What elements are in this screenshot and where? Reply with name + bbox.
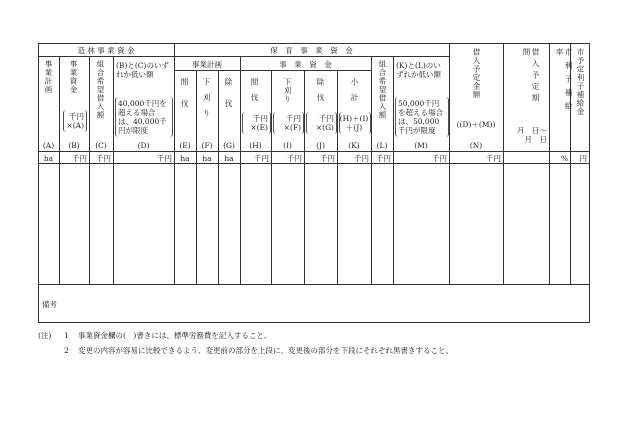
col-b-sub: 千円 ×(A)	[66, 112, 84, 130]
col-h-sub: 千円 ×(E)	[250, 114, 268, 132]
col-e-label: 間伐	[180, 78, 189, 121]
col-c-mark: (C)	[95, 141, 107, 150]
group-nursing-title: 保 育 事 業 資 金	[270, 46, 353, 55]
col-b-label: 事業資金	[69, 60, 78, 94]
col-c-unit: 千円	[96, 154, 111, 163]
col-l-mark: (L)	[376, 141, 388, 150]
col-i-sub: 千円 ×(F)	[283, 114, 301, 132]
col-divider	[174, 43, 175, 284]
col-j-sub: 千円 ×(G)	[315, 114, 334, 132]
col-divider	[304, 70, 305, 284]
col-divider	[113, 56, 114, 284]
col-f-label: 下刈り	[202, 78, 211, 125]
col-g-mark: (G)	[223, 141, 235, 150]
col-b-mark: (B)	[68, 141, 80, 150]
col-p-label: 市利子補給率	[555, 48, 573, 116]
col-j-mark: (J)	[316, 141, 325, 150]
col-i-unit: 千円	[287, 154, 302, 163]
col-divider	[503, 43, 504, 284]
col-d-label: (B)と(C)のいずれか低い額	[116, 61, 169, 79]
col-k-unit: 千円	[354, 154, 369, 163]
col-n-sub: ((D)＋(M))	[456, 120, 496, 129]
col-n-mark: (N)	[469, 141, 483, 150]
note-2-text: 変更の内容が容易に比較できるよう、変更前の部分を上段に、変更後の部分を下段にそれぞれ黒書きすること。	[78, 346, 453, 355]
subgroup-nursing-plan: 事業計画	[192, 60, 222, 69]
col-o-label: 借入予定期間	[522, 48, 540, 106]
col-divider	[371, 56, 372, 284]
col-g-unit: ha	[224, 154, 234, 163]
col-l-label: 組合希望借入額	[378, 60, 387, 120]
col-m-sub: 50,000千円を超える場合は、50,000千円が限度	[398, 99, 443, 135]
note-2-number: 2	[64, 346, 69, 355]
rule-group-header	[38, 56, 449, 57]
col-divider	[549, 43, 550, 284]
rule-header-bottom	[38, 151, 590, 152]
rule-remarks-top	[38, 284, 590, 285]
col-a-unit: ha	[43, 154, 54, 163]
col-f-unit: ha	[202, 154, 212, 163]
col-divider	[240, 56, 241, 284]
col-divider	[89, 56, 90, 284]
remarks-label: 備考	[42, 300, 57, 309]
col-g-label: 除伐	[224, 78, 233, 121]
col-d-sub: 40,000千円を超える場合は、40,000千円が限度	[118, 99, 167, 135]
subgroup-nursing-funds: 事 業 資 金	[279, 60, 332, 69]
col-divider	[271, 70, 272, 284]
rule-subgroup-header	[174, 70, 371, 71]
col-n-label: 借入予定金額	[472, 48, 481, 99]
col-divider	[196, 70, 197, 284]
col-divider	[59, 56, 60, 284]
col-c-label: 組合希望借入額	[96, 60, 105, 120]
group-forest-title: 造 林 事 業 資 金	[77, 46, 135, 55]
col-m-label: (K)と(L)のいずれか低い額	[396, 61, 441, 79]
col-a-label: 事業計画	[44, 60, 53, 94]
col-n-unit: 千円	[486, 154, 501, 163]
col-divider	[393, 56, 394, 284]
col-j-unit: 千円	[320, 154, 335, 163]
col-a-mark: (A)	[42, 141, 55, 150]
col-f-mark: (F)	[201, 141, 213, 150]
col-q-unit: 円	[579, 154, 587, 163]
col-i-mark: (I)	[283, 141, 292, 150]
col-e-mark: (E)	[179, 141, 191, 150]
col-h-unit: 千円	[254, 154, 269, 163]
col-k-mark: (K)	[348, 141, 360, 150]
loan-plan-table	[38, 43, 590, 323]
col-d-mark: (D)	[137, 141, 150, 150]
notes-prefix: (注)	[38, 331, 52, 340]
col-i-label: 下刈り	[283, 78, 292, 104]
col-l-unit: 千円	[376, 154, 391, 163]
col-e-unit: ha	[180, 154, 190, 163]
col-divider	[337, 70, 338, 284]
col-divider	[449, 43, 450, 284]
col-m-mark: (M)	[414, 141, 428, 150]
col-k-sub: (H)＋(I) ＋(J)	[339, 114, 369, 132]
col-b-unit: 千円	[72, 154, 87, 163]
col-j-label: 除伐	[316, 78, 325, 109]
col-p-unit: %	[560, 154, 568, 163]
col-h-mark: (H)	[249, 141, 262, 150]
rule-units-bottom	[38, 163, 590, 164]
col-divider	[218, 70, 219, 284]
note-1-text: 事業資金欄の( )書きには、標準労務費を記入すること。	[78, 331, 272, 340]
col-m-unit: 千円	[432, 154, 447, 163]
col-o-sub: 月 日～ 月 日	[517, 126, 547, 144]
col-k-label: 小計	[350, 78, 359, 109]
col-q-label: 市予定利子補給金	[576, 48, 585, 116]
col-h-label: 間伐	[250, 78, 259, 109]
note-1-number: 1	[64, 331, 69, 340]
col-d-unit: 千円	[157, 154, 172, 163]
